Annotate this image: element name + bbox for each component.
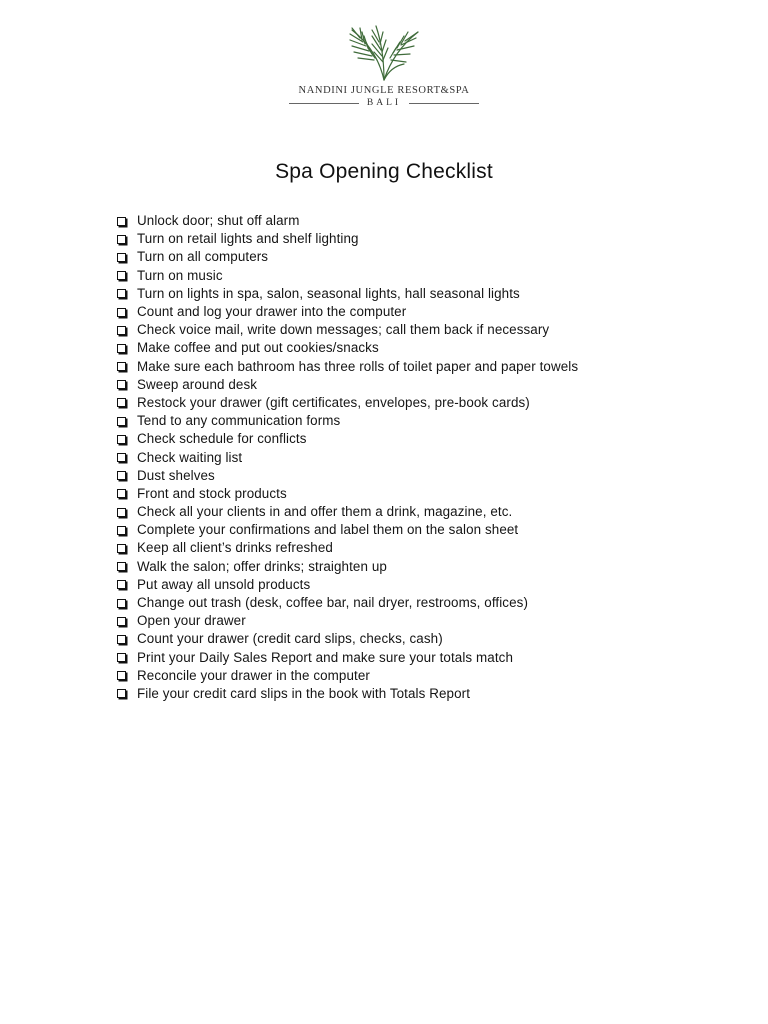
checkbox-icon[interactable]	[117, 235, 126, 244]
divider	[409, 103, 479, 104]
checkbox-icon[interactable]	[117, 635, 126, 644]
checklist-item-label: Reconcile your drawer in the computer	[137, 667, 370, 683]
checkbox-icon[interactable]	[117, 617, 126, 626]
checkbox-icon[interactable]	[117, 689, 126, 698]
palm-leaves-icon	[344, 22, 424, 82]
checklist-item[interactable]	[117, 667, 737, 685]
checklist-item-label: Complete your confirmations and label them on the salon sheet	[137, 522, 519, 538]
checklist-item-label: Turn on all computers	[137, 249, 269, 265]
resort-location-row	[0, 98, 768, 109]
checklist-item[interactable]	[117, 248, 737, 266]
checklist-item-label: Sweep around desk	[137, 376, 258, 392]
checklist-item-label: File your credit card slips in the book with Totals Report	[137, 685, 471, 701]
checklist-item-label: Make coffee and put out cookies/snacks	[137, 340, 379, 356]
checklist-item-label: Count your drawer (credit card slips, checks, cash)	[137, 631, 443, 647]
checkbox-icon[interactable]	[117, 308, 126, 317]
checklist-item[interactable]	[117, 485, 737, 503]
checkbox-icon[interactable]	[117, 326, 126, 335]
checkbox-icon[interactable]	[117, 544, 126, 553]
checkbox-icon[interactable]	[117, 289, 126, 298]
checkbox-icon[interactable]	[117, 435, 126, 444]
checklist-item-label: Turn on music	[137, 267, 223, 283]
checklist-item-label: Check voice mail, write down messages; call them back if necessary	[137, 322, 550, 338]
checkbox-icon[interactable]	[117, 380, 126, 389]
checkbox-icon[interactable]	[117, 526, 126, 535]
checkbox-icon[interactable]	[117, 489, 126, 498]
checklist-item-label: Check all your clients in and offer them a drink, magazine, etc.	[137, 504, 513, 520]
checklist-item-label: Check schedule for conflicts	[137, 431, 307, 447]
resort-location: BALI	[366, 98, 402, 108]
checklist-item-label: Change out trash (desk, coffee bar, nail dryer, restrooms, offices)	[137, 595, 529, 611]
checkbox-icon[interactable]	[117, 671, 126, 680]
checkbox-icon[interactable]	[117, 471, 126, 480]
checklist-item-label: Keep all client’s drinks refreshed	[137, 540, 333, 556]
checkbox-icon[interactable]	[117, 453, 126, 462]
checkbox-icon[interactable]	[117, 580, 126, 589]
checklist-item[interactable]	[117, 412, 737, 430]
divider	[289, 103, 359, 104]
checkbox-icon[interactable]	[117, 562, 126, 571]
resort-name: NANDINI JUNGLE RESORT&SPA	[298, 85, 470, 96]
checklist-item-label: Tend to any communication forms	[137, 413, 341, 429]
resort-logo	[0, 22, 768, 109]
checkbox-icon[interactable]	[117, 271, 126, 280]
page-title: Spa Opening Checklist	[275, 160, 493, 183]
checklist-item-label: Check waiting list	[137, 449, 243, 465]
checklist-item[interactable]	[117, 576, 737, 594]
checklist-item[interactable]	[117, 303, 737, 321]
checklist-item[interactable]	[117, 285, 737, 303]
checklist-item[interactable]	[117, 358, 737, 376]
checklist-item[interactable]	[117, 521, 737, 539]
checkbox-icon[interactable]	[117, 398, 126, 407]
checkbox-icon[interactable]	[117, 362, 126, 371]
checklist-item[interactable]	[117, 376, 737, 394]
checklist	[117, 212, 737, 703]
checkbox-icon[interactable]	[117, 217, 126, 226]
checklist-item[interactable]	[117, 558, 737, 576]
checklist-item-label: Turn on lights in spa, salon, seasonal lights, hall seasonal lights	[137, 285, 520, 301]
checklist-item[interactable]	[117, 212, 737, 230]
checklist-item[interactable]	[117, 612, 737, 630]
checklist-item-label: Put away all unsold products	[137, 576, 311, 592]
checklist-item[interactable]	[117, 394, 737, 412]
checklist-item-label: Unlock door; shut off alarm	[137, 213, 300, 229]
checklist-item[interactable]	[117, 267, 737, 285]
checklist-item-label: Print your Daily Sales Report and make sure your totals match	[137, 649, 513, 665]
checklist-item-label: Dust shelves	[137, 467, 215, 483]
checklist-item[interactable]	[117, 339, 737, 357]
checklist-item[interactable]	[117, 230, 737, 248]
checklist-item[interactable]	[117, 503, 737, 521]
checklist-item-label: Restock your drawer (gift certificates, envelopes, pre-book cards)	[137, 394, 530, 410]
checklist-item[interactable]	[117, 594, 737, 612]
checkbox-icon[interactable]	[117, 508, 126, 517]
checklist-item[interactable]	[117, 321, 737, 339]
checkbox-icon[interactable]	[117, 344, 126, 353]
checkbox-icon[interactable]	[117, 417, 126, 426]
checklist-item-label: Open your drawer	[137, 613, 246, 629]
checklist-item[interactable]	[117, 649, 737, 667]
checklist-item[interactable]	[117, 685, 737, 703]
checklist-item-label: Walk the salon; offer drinks; straighten up	[137, 558, 387, 574]
checklist-item-label: Count and log your drawer into the computer	[137, 304, 407, 320]
checklist-item[interactable]	[117, 539, 737, 557]
checklist-item[interactable]	[117, 448, 737, 466]
checklist-item[interactable]	[117, 630, 737, 648]
checklist-item-label: Make sure each bathroom has three rolls of toilet paper and paper towels	[137, 358, 579, 374]
checklist-item[interactable]	[117, 467, 737, 485]
checklist-item-label: Turn on retail lights and shelf lighting	[137, 231, 359, 247]
checkbox-icon[interactable]	[117, 599, 126, 608]
checklist-item[interactable]	[117, 430, 737, 448]
checkbox-icon[interactable]	[117, 653, 126, 662]
checkbox-icon[interactable]	[117, 253, 126, 262]
checklist-item-label: Front and stock products	[137, 485, 287, 501]
